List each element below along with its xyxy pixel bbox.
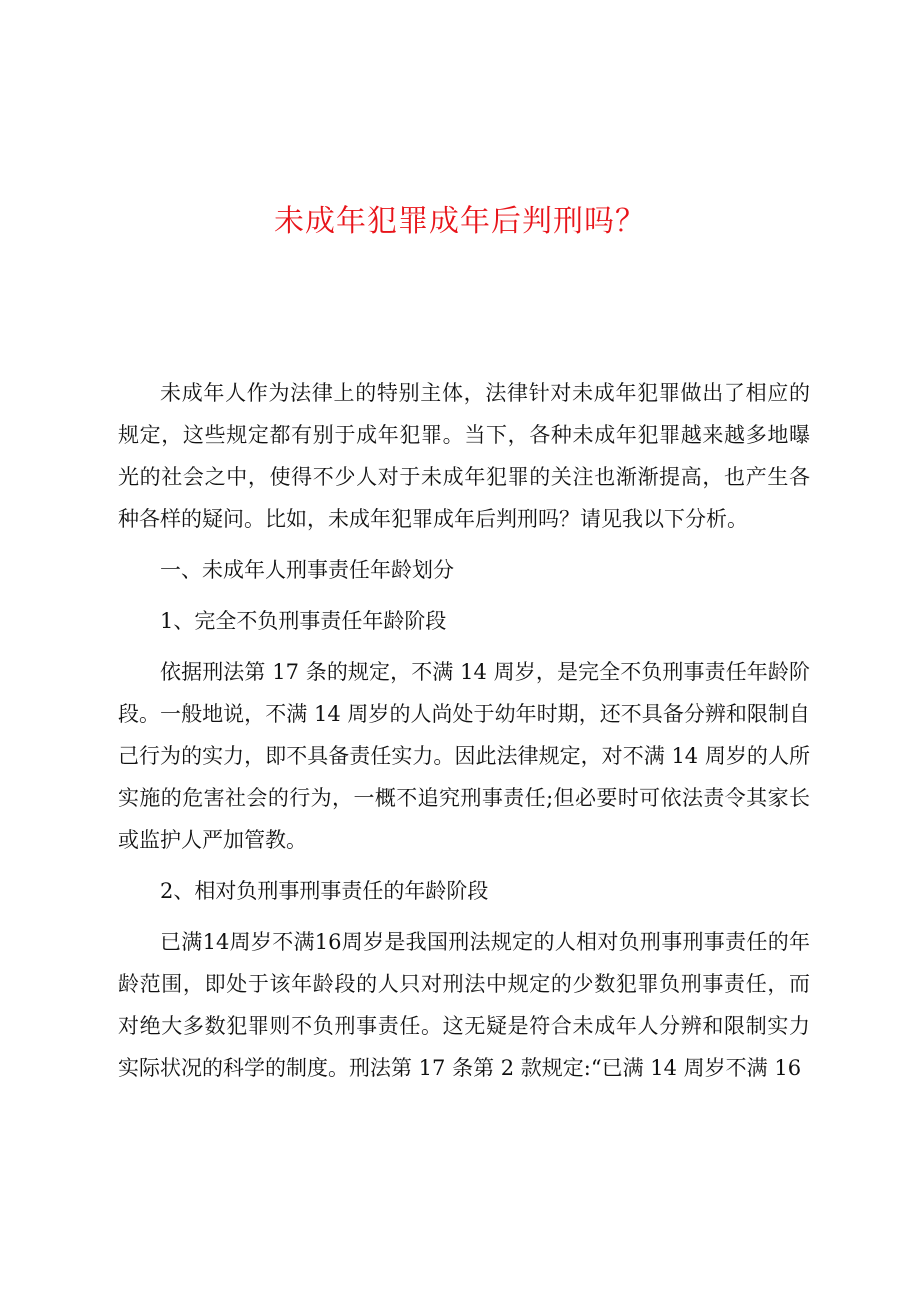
- paragraph-intro: 未成年人作为法律上的特别主体，法律针对未成年犯罪做出了相应的规定，这些规定都有别于成年犯罪。当下，各种未成年犯罪越来越多地曝光的社会之中，使得不少人对于未成年犯罪的关注也渐渐提高，也产生各种各样的疑问。比如，未成年犯罪成年后判刑吗？请见我以下分析。: [118, 381, 810, 531]
- paragraph-no-liability: 依据刑法第 17 条的规定，不满 14 周岁，是完全不负刑事责任年龄阶段。一般地说，不满 14 周岁的人尚处于幼年时期，还不具备分辨和限制自己行为的实力，即不具备责任实力。因此法律规定，对不满 14 周岁的人所实施的危害社会的行为，一概不追究刑事责任;但必要时可依法责令其家长或监护人严加管教。: [118, 660, 810, 852]
- paragraph-relative-liability: 已满14周岁不满16周岁是我国刑法规定的人相对负刑事刑事责任的年龄范围，即处于该年龄段的人只对刑法中规定的少数犯罪负刑事责任，而对绝大多数犯罪则不负刑事责任。这无疑是符合未成年人分辨和限制实力实际状况的科学的制度。刑法第 17 条第 2 款规定:“已满 14 周岁不满 16: [118, 930, 810, 1080]
- heading-age-division: 一、未成年人刑事责任年龄划分: [160, 558, 454, 582]
- document-body: [118, 372, 810, 1098]
- document-title: 未成年犯罪成年后判刑吗？: [274, 204, 646, 239]
- subheading-relative-liability: 2、相对负刑事刑事责任的年龄阶段: [160, 879, 489, 903]
- subheading-no-liability: 1、完全不负刑事责任年龄阶段: [160, 609, 447, 633]
